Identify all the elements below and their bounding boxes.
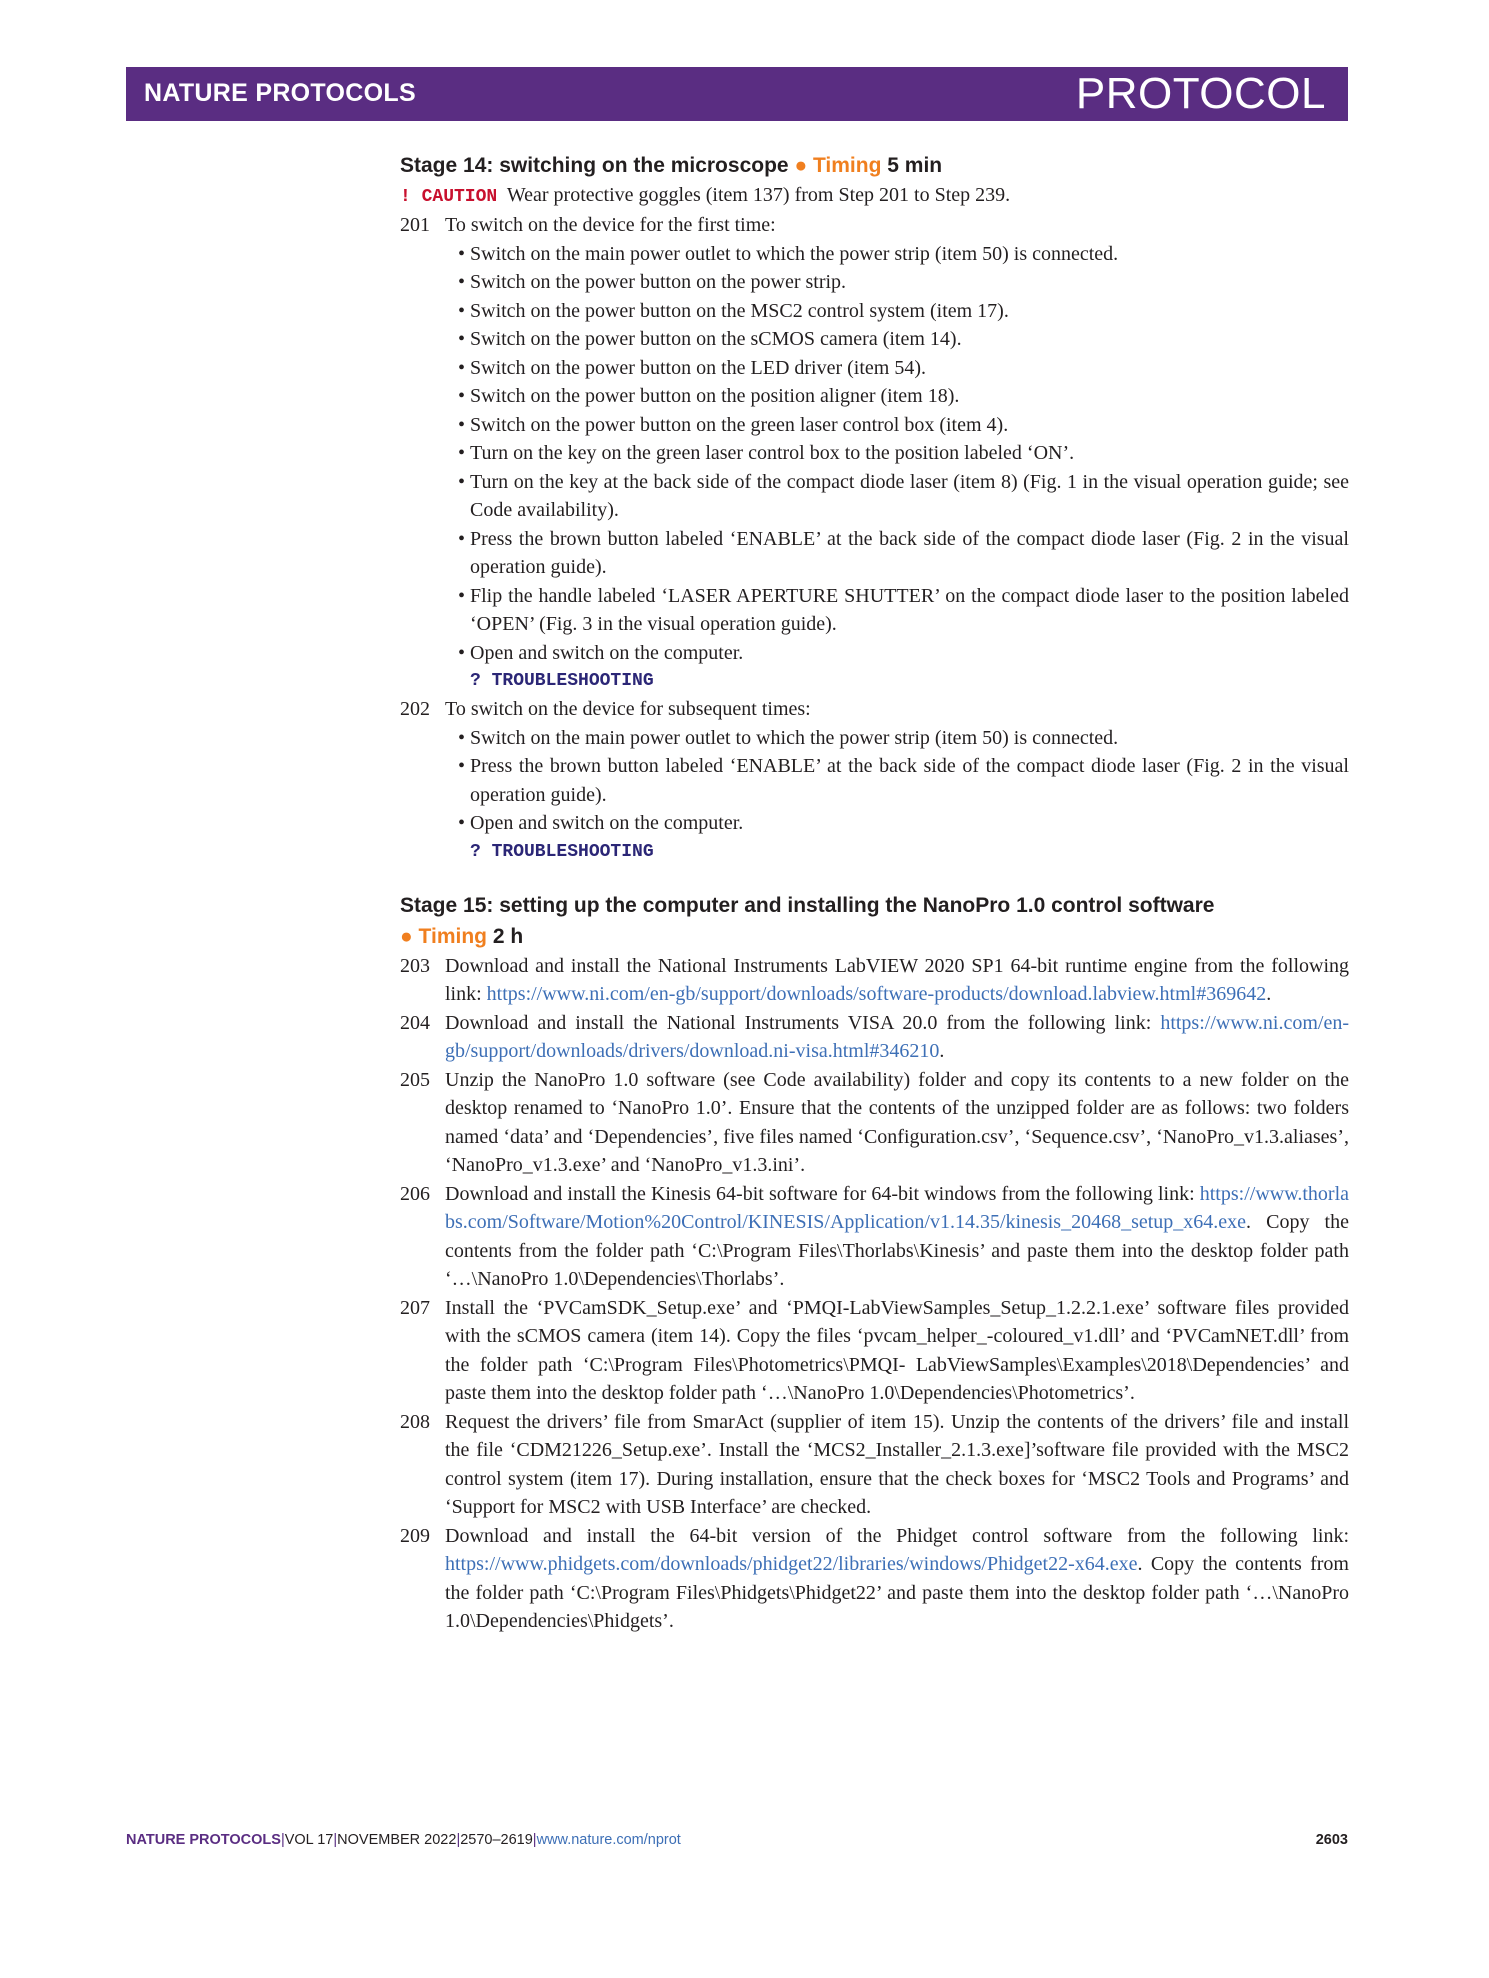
- step-number: 209: [400, 1524, 430, 1547]
- caution-tag: ! CAUTION: [400, 187, 498, 207]
- step-209: 209 Download and install the 64-bit version of the Phidget control software from the following link: https://www.phidgets.com/downloads/phidget22/libraries/windows/Phidget22-x64.exe. Copy the contents from the folder path ‘C:\Program Files\Phidgets\Phidget22’ and paste them into the desktop folder path ‘…\NanoPro 1.0\Dependencies\Phidgets’.: [445, 1522, 1349, 1636]
- timing-dot-icon: ●: [400, 924, 413, 948]
- list-item: • Switch on the power button on the LED driver (item 54).: [458, 356, 927, 379]
- step-intro: To switch on the device for the first time:: [445, 214, 776, 236]
- step-number: 202: [400, 698, 430, 720]
- timing-value: 2 h: [492, 924, 524, 948]
- step-intro: To switch on the device for subsequent times:: [445, 698, 811, 720]
- step-number: 207: [400, 1296, 430, 1319]
- stage14-heading: Stage 14: switching on the microscope ● Timing 5 min: [400, 154, 943, 177]
- timing-label: Timing: [812, 154, 882, 177]
- bullet-list: [445, 724, 1349, 838]
- step-206: 206 Download and install the Kinesis 64-bit software for 64-bit windows from the following link: https://www.thorlabs.com/Software/Motion%20Control/KINESIS/Application/v1.14.35/kinesis_20468_setup_x64.exe. Copy the contents from the folder path ‘C:\Program Files\Thorlabs\Kinesis’ and paste them into the desktop folder path ‘…\NanoPro 1.0\Dependencies\Thorlabs’.: [445, 1180, 1349, 1294]
- download-link[interactable]: https://www.ni.com/en-gb/support/downloads/software-products/download.labview.html#369642: [486, 983, 1267, 1005]
- step-number: 201: [400, 214, 430, 236]
- download-link[interactable]: https://www.thorlabs.com/Software/Motion%20Control/KINESIS/Application/v1.14.35/kinesis_20468_setup_x64.exe: [445, 1182, 1349, 1233]
- step-208: 208 Request the drivers’ file from SmarAct (supplier of item 15). Unzip the contents of the drivers’ file and install the file ‘CDM21226_Setup.exe’. Install the ‘MCS2_Installer_2.1.3.exe]’software file provided with the MSC2 control system (item 17). During installation, ensure that the check boxes for ‘MSC2 Tools and Programs’ and ‘Support for MSC2 with USB Interface’ are checked.: [445, 1408, 1349, 1522]
- footer-url[interactable]: www.nature.com/nprot: [536, 1832, 681, 1848]
- list-item: • Switch on the power button on the sCMOS camera (item 14).: [458, 328, 962, 350]
- caution-note: [400, 181, 1349, 211]
- list-item: • Open and switch on the computer.: [458, 812, 744, 834]
- step-number: 203: [400, 954, 430, 977]
- page-number: 2603: [1315, 1832, 1348, 1848]
- list-item: • Press the brown button labeled ‘ENABLE’ at the back side of the compact diode laser (Fig. 2 in the visual operation guide).: [458, 527, 1349, 578]
- step-number: 206: [400, 1182, 430, 1205]
- step-number: 205: [400, 1068, 430, 1091]
- footer-volume: VOL 17: [284, 1832, 334, 1848]
- footer-journal: NATURE PROTOCOLS: [126, 1832, 281, 1848]
- step-202: [400, 695, 1349, 866]
- step-number: 204: [400, 1011, 430, 1034]
- main-content: [400, 150, 1349, 1636]
- step-207: 207 Install the ‘PVCamSDK_Setup.exe’ and ‘PMQI-LabViewSamples_Setup_1.2.2.1.exe’ software files provided with the sCMOS camera (item 14). Copy the files ‘pvcam_helper_-coloured_v1.dll’ and ‘PVCamNET.dll’ from the folder path ‘C:\Program Files\Photometrics\PMQI- LabViewSamples\Examples\2018\Dependencies’ and paste them into the desktop folder path ‘…\NanoPro 1.0\Dependencies\Photometrics’.: [445, 1294, 1349, 1408]
- list-item: • Turn on the key on the green laser control box to the position labeled ‘ON’.: [458, 442, 1075, 464]
- download-link[interactable]: https://www.phidgets.com/downloads/phidget22/libraries/windows/Phidget22-x64.exe: [445, 1553, 1138, 1575]
- footer-pages: 2570–2619: [460, 1832, 533, 1848]
- step-201: [400, 211, 1349, 695]
- list-item: • Switch on the main power outlet to which the power strip (item 50) is connected.: [458, 242, 1119, 265]
- troubleshooting-link[interactable]: ? TROUBLESHOOTING: [470, 671, 654, 691]
- step-number: 208: [400, 1410, 430, 1433]
- list-item: • Turn on the key at the back side of the compact diode laser (item 8) (Fig. 1 in the visual operation guide; see Code availability).: [458, 470, 1349, 521]
- step-203: 203 Download and install the National Instruments LabVIEW 2020 SP1 64-bit runtime engine from the following link: https://www.ni.com/en-gb/support/downloads/software-products/download.labview.html#369642.: [445, 952, 1349, 1009]
- stage15-heading: Stage 15: setting up the computer and installing the NanoPro 1.0 control software ● Timing 2 h: [400, 893, 1215, 948]
- list-item: • Switch on the power button on the green laser control box (item 4).: [458, 413, 1009, 436]
- troubleshooting-link[interactable]: ? TROUBLESHOOTING: [470, 841, 654, 862]
- journal-name: NATURE PROTOCOLS: [144, 79, 416, 107]
- download-link[interactable]: https://www.ni.com/en-gb/support/downloads/drivers/download.ni-visa.html#346210: [445, 1011, 1349, 1062]
- step-205: 205 Unzip the NanoPro 1.0 software (see Code availability) folder and copy its contents to a new folder on the desktop renamed to ‘NanoPro 1.0’. Ensure that the contents of the unzipped folder are as follows: two folders named ‘data’ and ‘Dependencies’, five files named ‘Configuration.csv’, ‘Sequence.csv’, ‘NanoPro_v1.3.aliases’, ‘NanoPro_v1.3.exe’ and ‘NanoPro_v1.3.ini’.: [445, 1066, 1349, 1180]
- footer-date: NOVEMBER 2022: [337, 1832, 457, 1848]
- step-204: 204 Download and install the National Instruments VISA 20.0 from the following link: https://www.ni.com/en-gb/support/downloads/drivers/download.ni-visa.html#346210.: [445, 1009, 1349, 1066]
- list-item: • Switch on the main power outlet to which the power strip (item 50) is connected.: [458, 726, 1119, 749]
- timing-value: 5 min: [887, 154, 943, 177]
- list-item: • Open and switch on the computer.: [458, 641, 744, 664]
- article-type: PROTOCOL: [1075, 69, 1326, 118]
- list-item: • Switch on the power button on the power strip.: [458, 271, 847, 293]
- list-item: • Switch on the power button on the MSC2 control system (item 17).: [458, 299, 1009, 322]
- list-item: • Press the brown button labeled ‘ENABLE’ at the back side of the compact diode laser (Fig. 2 in the visual operation guide).: [458, 755, 1349, 806]
- caution-text: Wear protective goggles (item 137) from Step 201 to Step 239.: [506, 184, 1011, 206]
- list-item: • Switch on the power button on the position aligner (item 18).: [458, 385, 960, 407]
- bullet-list: [445, 240, 1349, 668]
- list-item: • Flip the handle labeled ‘LASER APERTURE SHUTTER’ on the compact diode laser to the position labeled ‘OPEN’ (Fig. 3 in the visual operation guide).: [458, 584, 1349, 635]
- page-footer: NATURE PROTOCOLS|VOL 17|NOVEMBER 2022|2570–2619|www.nature.com/nprot 2603: [126, 1832, 1348, 1848]
- timing-dot-icon: ●: [794, 154, 808, 177]
- header-banner: [126, 67, 1348, 121]
- timing-label: Timing: [418, 924, 487, 948]
